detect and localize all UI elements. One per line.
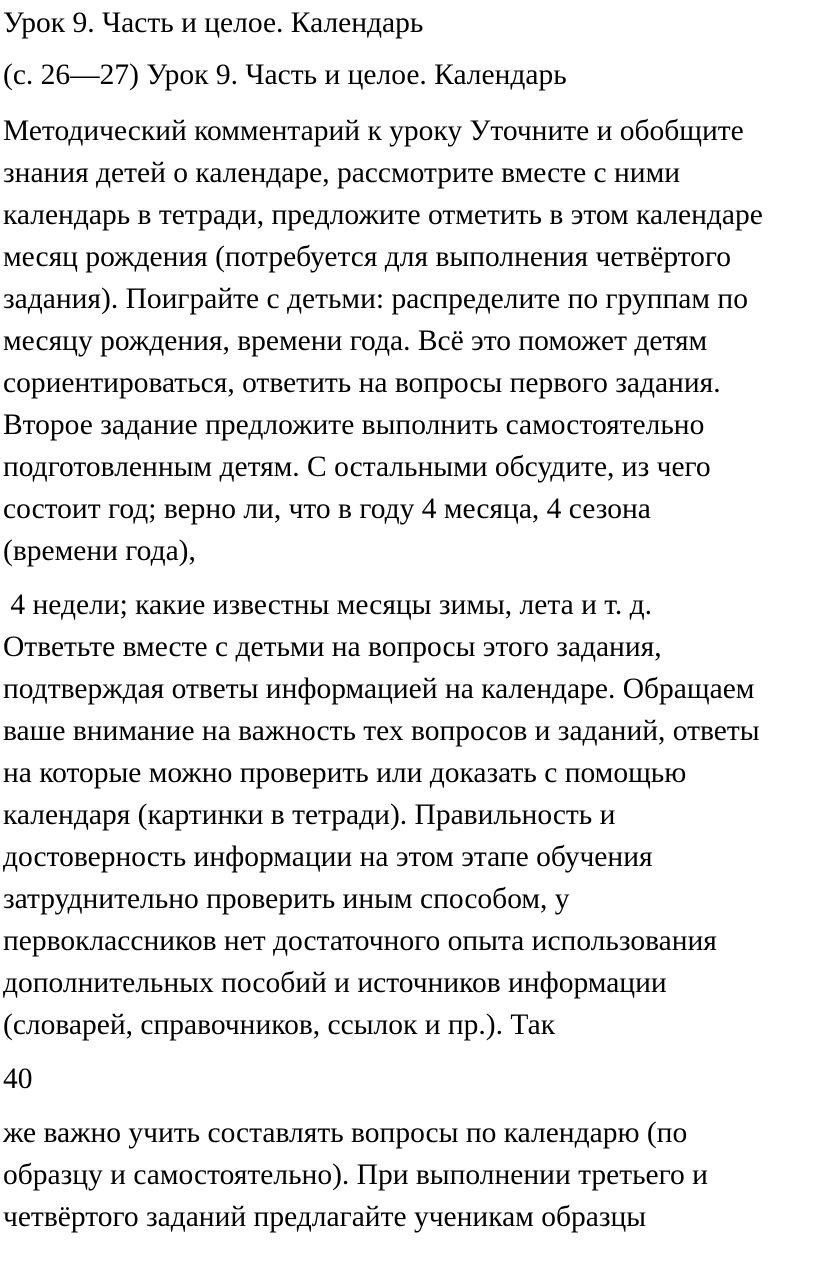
- paragraph-2-line: (словарей, справочников, ссылок и пр.). Так: [3, 1009, 556, 1041]
- paragraph-1-line: месяцу рождения, времени года. Всё это поможет детям: [3, 325, 708, 357]
- paragraph-2-line: достоверность информации на этом этапе обучения: [3, 841, 653, 873]
- paragraph-2-line: затруднительно проверить иным способом, у: [3, 883, 570, 915]
- paragraph-1-line: сориентироваться, ответить на вопросы первого задания.: [3, 367, 721, 399]
- paragraph-1-line: месяц рождения (потребуется для выполнения четвёртого: [3, 241, 732, 273]
- paragraph-3: [3, 1112, 813, 1238]
- paragraph-1-line: (времени года),: [3, 535, 196, 567]
- paragraph-2-line: Ответьте вместе с детьми на вопросы этого задания,: [3, 631, 662, 663]
- paragraph-1-line: календарь в тетради, предложите отметить в этом календаре: [3, 199, 763, 231]
- paragraph-3-line: образцу и самостоятельно). При выполнении третьего и: [3, 1159, 708, 1191]
- paragraph-3-line: же важно учить составлять вопросы по календарю (по: [3, 1117, 688, 1149]
- paragraph-2: [3, 584, 813, 1046]
- paragraph-2-line: 4 недели; какие известны месяцы зимы, лета и т. д.: [3, 589, 653, 621]
- paragraph-1: [3, 110, 813, 572]
- document-page: [3, 0, 813, 1238]
- paragraph-1-line: состоит год; верно ли, что в году 4 месяца, 4 сезона: [3, 493, 651, 525]
- paragraph-1-line: Методический комментарий к уроку Уточните и обобщите: [3, 115, 744, 147]
- paragraph-2-line: дополнительных пособий и источников информации: [3, 967, 667, 999]
- paragraph-2-line: первоклассников нет достаточного опыта использования: [3, 925, 717, 957]
- paragraph-2-line: ваше внимание на важность тех вопросов и заданий, ответы: [3, 715, 760, 747]
- document-subtitle: (с. 26—27) Урок 9. Часть и целое. Календарь: [3, 59, 567, 91]
- paragraph-2-line: на которые можно проверить или доказать с помощью: [3, 757, 687, 789]
- document-title: Урок 9. Часть и целое. Календарь: [3, 7, 424, 39]
- paragraph-3-line: четвёртого заданий предлагайте ученикам образцы: [3, 1201, 647, 1233]
- paragraph-1-line: Второе задание предложите выполнить самостоятельно: [3, 409, 705, 441]
- paragraph-1-line: подготовленным детям. С остальными обсудите, из чего: [3, 451, 711, 483]
- paragraph-1-line: знания детей о календаре, рассмотрите вместе с ними: [3, 157, 681, 189]
- paragraph-2-line: календаря (картинки в тетради). Правильность и: [3, 799, 616, 831]
- paragraph-1-line: задания). Поиграйте с детьми: распределите по группам по: [3, 283, 748, 315]
- paragraph-2-line: подтверждая ответы информацией на календаре. Обращаем: [3, 673, 755, 705]
- page-number: 40: [3, 1063, 33, 1095]
